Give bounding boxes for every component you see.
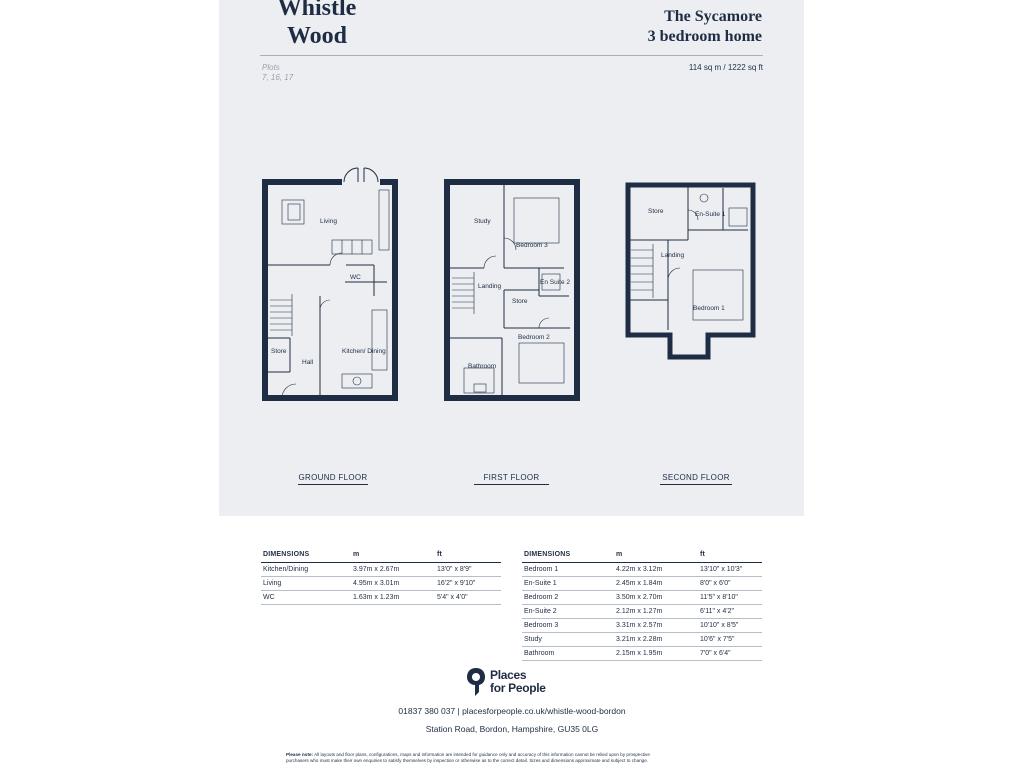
room-name-cell: Study — [522, 632, 614, 646]
metric-cell: 2.12m x 1.27m — [614, 604, 698, 618]
room-label-bedroom-3: Bedroom 3 — [516, 242, 548, 249]
room-label-bathroom: Bathroom — [468, 363, 497, 370]
table-row — [522, 562, 762, 576]
ground-floor-label: GROUND FLOOR — [298, 473, 368, 485]
column-header: ft — [435, 548, 501, 562]
room-label-bedroom-1: Bedroom 1 — [693, 305, 725, 312]
metric-cell: 3.21m x 2.28m — [614, 632, 698, 646]
room-label-living: Living — [320, 218, 337, 225]
imperial-cell: 8'0" x 6'0" — [698, 576, 762, 590]
brand-line-1: Whistle — [277, 0, 357, 21]
imperial-cell: 7'0" x 6'4" — [698, 646, 762, 660]
room-label-kitchen: Kitchen/ Dining — [342, 348, 386, 355]
plots-numbers: 7, 16, 17 — [262, 73, 294, 82]
room-name-cell: Bathroom — [522, 646, 614, 660]
logo-line-1: Places — [490, 668, 527, 682]
room-label-bedroom-2: Bedroom 2 — [518, 334, 550, 341]
room-label-wc: WC — [350, 274, 361, 281]
home-name: The Sycamore — [664, 8, 762, 25]
contact-line: 01837 380 037 | placesforpeople.co.uk/whistle-wood-bordon — [398, 706, 626, 716]
note-line-1: All layouts and floor plans, configurations, maps and information are intended for guidance only and accuracy of this information cannot be relied upon by prospective — [313, 752, 650, 757]
room-name-cell: En-Suite 2 — [522, 604, 614, 618]
note-line-2: purchasers who must make their own enquiries to satisfy themselves by inspection or otherwise as to the correct detail. Sizes and dimensions approximate and subject to change. — [286, 758, 649, 763]
room-label-en-suite-1: En-Suite 1 — [695, 211, 726, 218]
table-header-row — [261, 548, 501, 562]
dimensions-table-ground — [261, 548, 501, 605]
imperial-cell: 11'5" x 8'10" — [698, 590, 762, 604]
second-floor-plan — [623, 180, 763, 362]
imperial-cell: 5'4" x 4'0" — [435, 590, 501, 604]
metric-cell: 4.22m x 3.12m — [614, 562, 698, 576]
table-row — [522, 618, 762, 632]
table-header-row — [522, 548, 762, 562]
home-type-title — [648, 7, 762, 47]
table-row — [522, 576, 762, 590]
room-name-cell: Bedroom 1 — [522, 562, 614, 576]
address-line: Station Road, Bordon, Hampshire, GU35 0LG — [425, 724, 599, 734]
metric-cell: 4.95m x 3.01m — [351, 576, 435, 590]
imperial-cell: 13'0" x 8'9" — [435, 562, 501, 576]
metric-cell: 2.15m x 1.95m — [614, 646, 698, 660]
imperial-cell: 10'6" x 7'5" — [698, 632, 762, 646]
metric-cell: 1.63m x 1.23m — [351, 590, 435, 604]
room-label-store: Store — [648, 208, 664, 215]
metric-cell: 3.50m x 2.70m — [614, 590, 698, 604]
imperial-cell: 6'11" x 4'2" — [698, 604, 762, 618]
room-label-hall: Hall — [302, 359, 314, 366]
logo-text — [490, 669, 546, 695]
plots-label: Plots — [262, 63, 280, 72]
imperial-cell: 13'10" x 10'3" — [698, 562, 762, 576]
ground-floor-plan — [262, 160, 398, 405]
disclaimer-note — [286, 752, 740, 764]
logo-mark-icon — [466, 667, 486, 697]
column-header: m — [614, 548, 698, 562]
places-for-people-logo — [466, 667, 561, 699]
table-row — [261, 590, 501, 604]
first-floor-label: FIRST FLOOR — [474, 473, 549, 485]
room-name-cell: WC — [261, 590, 351, 604]
table-row — [522, 590, 762, 604]
imperial-cell: 10'10" x 8'5" — [698, 618, 762, 632]
table-row — [522, 632, 762, 646]
column-header: m — [351, 548, 435, 562]
room-label-store: Store — [512, 298, 528, 305]
room-label-landing: Landing — [478, 283, 502, 290]
dimensions-table-upper — [522, 548, 762, 661]
brand-line-2: Wood — [286, 23, 348, 49]
header-divider — [260, 55, 763, 56]
first-floor-plan — [444, 178, 580, 405]
column-header: DIMENSIONS — [522, 548, 614, 562]
room-label-study: Study — [474, 218, 491, 225]
room-label-landing: Landing — [661, 252, 685, 259]
column-header: ft — [698, 548, 762, 562]
logo-line-2: for People — [490, 681, 546, 695]
development-name — [262, 0, 372, 50]
room-name-cell: Kitchen/Dining — [261, 562, 351, 576]
home-bedrooms: 3 bedroom home — [647, 28, 762, 45]
room-label-en-suite-2: En Suite 2 — [540, 279, 570, 286]
column-header: DIMENSIONS — [261, 548, 351, 562]
metric-cell: 3.97m x 2.67m — [351, 562, 435, 576]
table-row — [522, 604, 762, 618]
floor-area: 114 sq m / 1222 sq ft — [688, 63, 763, 72]
metric-cell: 3.31m x 2.57m — [614, 618, 698, 632]
table-row — [522, 646, 762, 660]
second-floor-label: SECOND FLOOR — [660, 473, 732, 485]
room-name-cell: Bedroom 2 — [522, 590, 614, 604]
room-label-store: Store — [271, 348, 287, 355]
room-name-cell: En-Suite 1 — [522, 576, 614, 590]
table-row — [261, 562, 501, 576]
room-name-cell: Living — [261, 576, 351, 590]
imperial-cell: 16'2" x 9'10" — [435, 576, 501, 590]
note-label: Please note: — [286, 752, 314, 757]
room-name-cell: Bedroom 3 — [522, 618, 614, 632]
plots-info — [262, 63, 293, 83]
table-row — [261, 576, 501, 590]
metric-cell: 2.45m x 1.84m — [614, 576, 698, 590]
